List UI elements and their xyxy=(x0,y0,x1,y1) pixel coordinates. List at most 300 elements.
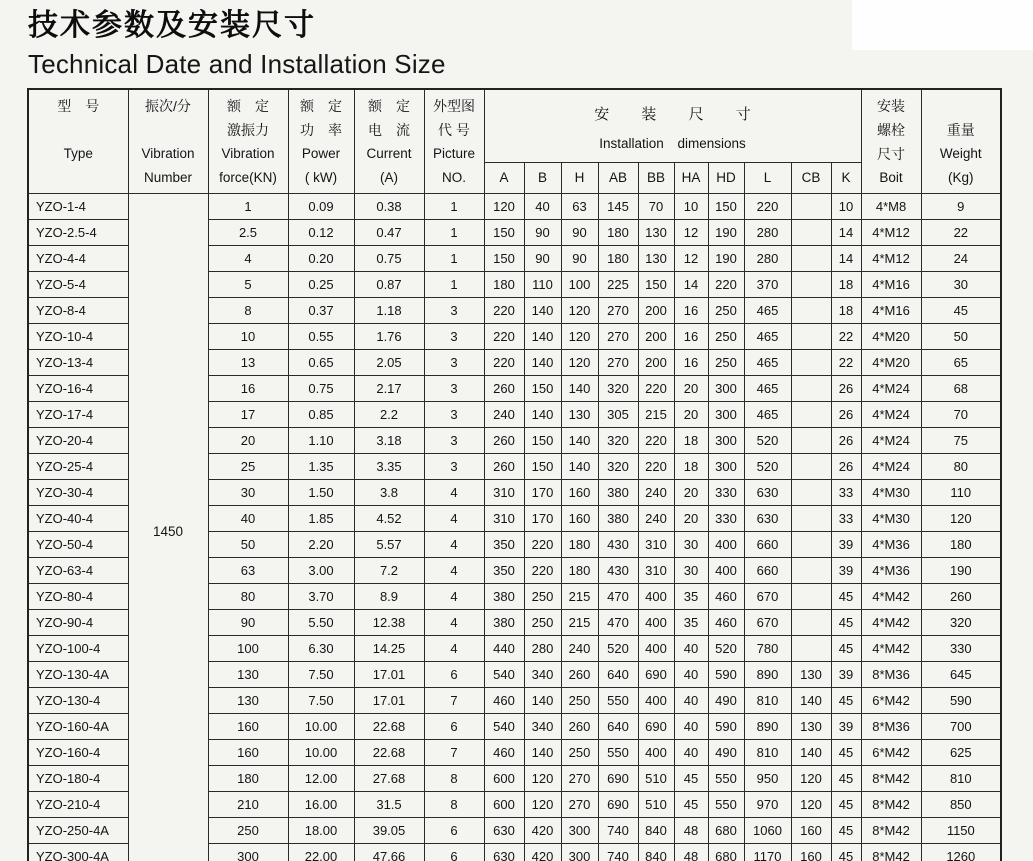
cell-weight: 1150 xyxy=(921,818,1001,844)
cell-bolt: 4*M30 xyxy=(861,506,921,532)
cell-current: 2.2 xyxy=(354,402,424,428)
cell-dim-b: 250 xyxy=(524,610,561,636)
cell-power: 0.85 xyxy=(288,402,354,428)
cell-type: YZO-8-4 xyxy=(28,298,128,324)
cell-dim-cb: 130 xyxy=(791,662,831,688)
cell-type: YZO-5-4 xyxy=(28,272,128,298)
cell-dim-hd: 330 xyxy=(708,506,744,532)
cell-picture-no: 3 xyxy=(424,428,484,454)
cell-dim-l: 890 xyxy=(744,662,791,688)
cell-dim-ha: 18 xyxy=(674,428,708,454)
cell-dim-b: 420 xyxy=(524,818,561,844)
cell-dim-l: 465 xyxy=(744,298,791,324)
cell-dim-k: 18 xyxy=(831,298,861,324)
cell-dim-b: 140 xyxy=(524,324,561,350)
cell-bolt: 4*M12 xyxy=(861,246,921,272)
cell-current: 27.68 xyxy=(354,766,424,792)
cell-dim-ha: 12 xyxy=(674,220,708,246)
cell-dim-a: 150 xyxy=(484,246,524,272)
cell-dim-ab: 270 xyxy=(598,350,638,376)
cell-bolt: 4*M24 xyxy=(861,376,921,402)
cell-dim-b: 150 xyxy=(524,428,561,454)
cell-dim-l: 370 xyxy=(744,272,791,298)
cell-dim-ab: 380 xyxy=(598,480,638,506)
cell-dim-bb: 150 xyxy=(638,272,674,298)
cell-dim-bb: 400 xyxy=(638,584,674,610)
cell-type: YZO-80-4 xyxy=(28,584,128,610)
technical-spec-table xyxy=(27,88,1002,861)
cell-dim-l: 670 xyxy=(744,610,791,636)
cell-dim-k: 39 xyxy=(831,558,861,584)
cell-picture-no: 4 xyxy=(424,532,484,558)
cell-weight: 110 xyxy=(921,480,1001,506)
cell-dim-hd: 220 xyxy=(708,272,744,298)
cell-dim-h: 270 xyxy=(561,792,598,818)
cell-dim-bb: 510 xyxy=(638,766,674,792)
cell-dim-l: 810 xyxy=(744,688,791,714)
cell-dim-ha: 40 xyxy=(674,662,708,688)
cell-type: YZO-130-4 xyxy=(28,688,128,714)
cell-bolt: 8*M36 xyxy=(861,714,921,740)
cell-dim-l: 280 xyxy=(744,220,791,246)
cell-dim-k: 39 xyxy=(831,662,861,688)
cell-type: YZO-160-4 xyxy=(28,740,128,766)
cell-bolt: 4*M30 xyxy=(861,480,921,506)
cell-dim-ha: 35 xyxy=(674,584,708,610)
cell-picture-no: 1 xyxy=(424,272,484,298)
cell-dim-b: 170 xyxy=(524,506,561,532)
header-vibration-force: 额 定 激振力 Vibration force(KN) xyxy=(208,89,288,194)
cell-dim-b: 280 xyxy=(524,636,561,662)
cell-dim-k: 22 xyxy=(831,350,861,376)
cell-force: 20 xyxy=(208,428,288,454)
cell-dim-ha: 18 xyxy=(674,454,708,480)
cell-dim-ha: 14 xyxy=(674,272,708,298)
cell-type: YZO-25-4 xyxy=(28,454,128,480)
cell-dim-hd: 490 xyxy=(708,688,744,714)
page-title-en: Technical Date and Installation Size xyxy=(28,49,446,79)
cell-dim-a: 630 xyxy=(484,844,524,861)
cell-bolt: 4*M16 xyxy=(861,298,921,324)
cell-dim-b: 90 xyxy=(524,220,561,246)
cell-bolt: 4*M8 xyxy=(861,194,921,220)
cell-dim-k: 26 xyxy=(831,402,861,428)
cell-picture-no: 3 xyxy=(424,376,484,402)
cell-dim-h: 250 xyxy=(561,688,598,714)
cell-weight: 810 xyxy=(921,766,1001,792)
cell-type: YZO-63-4 xyxy=(28,558,128,584)
cell-power: 0.12 xyxy=(288,220,354,246)
cell-dim-ab: 320 xyxy=(598,454,638,480)
cell-dim-k: 39 xyxy=(831,714,861,740)
cell-dim-h: 240 xyxy=(561,636,598,662)
cell-weight: 70 xyxy=(921,402,1001,428)
cell-dim-ha: 35 xyxy=(674,610,708,636)
cell-dim-l: 465 xyxy=(744,376,791,402)
cell-dim-ha: 12 xyxy=(674,246,708,272)
cell-current: 22.68 xyxy=(354,740,424,766)
cell-dim-a: 600 xyxy=(484,792,524,818)
cell-dim-ab: 520 xyxy=(598,636,638,662)
cell-dim-bb: 510 xyxy=(638,792,674,818)
cell-dim-b: 250 xyxy=(524,584,561,610)
cell-dim-cb xyxy=(791,350,831,376)
cell-power: 1.35 xyxy=(288,454,354,480)
cell-dim-bb: 70 xyxy=(638,194,674,220)
cell-dim-bb: 400 xyxy=(638,688,674,714)
cell-dim-b: 340 xyxy=(524,662,561,688)
cell-picture-no: 1 xyxy=(424,194,484,220)
cell-dim-a: 350 xyxy=(484,532,524,558)
cell-dim-k: 45 xyxy=(831,792,861,818)
cell-dim-h: 120 xyxy=(561,350,598,376)
cell-weight: 30 xyxy=(921,272,1001,298)
cell-weight: 1260 xyxy=(921,844,1001,861)
cell-bolt: 8*M42 xyxy=(861,844,921,861)
cell-dim-bb: 220 xyxy=(638,376,674,402)
cell-dim-hd: 300 xyxy=(708,376,744,402)
cell-dim-hd: 680 xyxy=(708,844,744,861)
cell-bolt: 4*M24 xyxy=(861,402,921,428)
cell-power: 0.09 xyxy=(288,194,354,220)
cell-dim-a: 180 xyxy=(484,272,524,298)
cell-dim-ab: 430 xyxy=(598,558,638,584)
cell-dim-ha: 16 xyxy=(674,298,708,324)
header-picture-no: 外型图 代 号 Picture NO. xyxy=(424,89,484,194)
cell-dim-cb xyxy=(791,376,831,402)
cell-weight: 260 xyxy=(921,584,1001,610)
cell-dim-ha: 20 xyxy=(674,402,708,428)
cell-dim-k: 33 xyxy=(831,480,861,506)
cell-dim-ha: 45 xyxy=(674,766,708,792)
cell-bolt: 6*M42 xyxy=(861,688,921,714)
cell-dim-cb xyxy=(791,532,831,558)
cell-dim-hd: 460 xyxy=(708,584,744,610)
cell-dim-hd: 590 xyxy=(708,662,744,688)
cell-current: 5.57 xyxy=(354,532,424,558)
cell-dim-ha: 20 xyxy=(674,376,708,402)
cell-dim-k: 39 xyxy=(831,532,861,558)
cell-weight: 45 xyxy=(921,298,1001,324)
cell-current: 0.87 xyxy=(354,272,424,298)
cell-dim-hd: 330 xyxy=(708,480,744,506)
header-dim-cb: CB xyxy=(791,163,831,194)
cell-dim-bb: 840 xyxy=(638,844,674,861)
cell-power: 1.50 xyxy=(288,480,354,506)
cell-vibration-number: 1450 xyxy=(128,194,208,861)
cell-current: 3.8 xyxy=(354,480,424,506)
cell-type: YZO-180-4 xyxy=(28,766,128,792)
cell-dim-ab: 270 xyxy=(598,298,638,324)
cell-dim-ab: 320 xyxy=(598,376,638,402)
cell-picture-no: 8 xyxy=(424,766,484,792)
cell-dim-ab: 145 xyxy=(598,194,638,220)
cell-dim-cb xyxy=(791,480,831,506)
cell-dim-hd: 250 xyxy=(708,298,744,324)
cell-current: 14.25 xyxy=(354,636,424,662)
cell-power: 10.00 xyxy=(288,714,354,740)
cell-dim-b: 120 xyxy=(524,792,561,818)
cell-dim-bb: 690 xyxy=(638,714,674,740)
header-type-zh: 型 号 xyxy=(57,97,100,114)
cell-bolt: 8*M36 xyxy=(861,662,921,688)
cell-weight: 850 xyxy=(921,792,1001,818)
cell-picture-no: 7 xyxy=(424,688,484,714)
cell-force: 10 xyxy=(208,324,288,350)
cell-dim-hd: 150 xyxy=(708,194,744,220)
cell-dim-h: 160 xyxy=(561,506,598,532)
cell-bolt: 8*M42 xyxy=(861,818,921,844)
cell-current: 2.17 xyxy=(354,376,424,402)
cell-dim-bb: 220 xyxy=(638,428,674,454)
cell-dim-cb xyxy=(791,558,831,584)
cell-dim-h: 300 xyxy=(561,818,598,844)
cell-current: 7.2 xyxy=(354,558,424,584)
cell-dim-a: 220 xyxy=(484,350,524,376)
cell-force: 210 xyxy=(208,792,288,818)
cell-dim-cb xyxy=(791,194,831,220)
cell-dim-hd: 400 xyxy=(708,532,744,558)
cell-dim-hd: 400 xyxy=(708,558,744,584)
cell-dim-k: 45 xyxy=(831,844,861,861)
cell-dim-bb: 240 xyxy=(638,506,674,532)
cell-dim-bb: 310 xyxy=(638,558,674,584)
cell-weight: 645 xyxy=(921,662,1001,688)
cell-force: 2.5 xyxy=(208,220,288,246)
cell-dim-l: 630 xyxy=(744,480,791,506)
cell-dim-ab: 305 xyxy=(598,402,638,428)
cell-current: 0.75 xyxy=(354,246,424,272)
cell-dim-a: 150 xyxy=(484,220,524,246)
cell-power: 0.20 xyxy=(288,246,354,272)
cell-type: YZO-30-4 xyxy=(28,480,128,506)
cell-dim-ab: 550 xyxy=(598,688,638,714)
cell-power: 3.70 xyxy=(288,584,354,610)
cell-dim-h: 130 xyxy=(561,402,598,428)
cell-dim-b: 110 xyxy=(524,272,561,298)
cell-dim-a: 540 xyxy=(484,662,524,688)
cell-current: 4.52 xyxy=(354,506,424,532)
cell-weight: 190 xyxy=(921,558,1001,584)
cell-dim-b: 150 xyxy=(524,454,561,480)
cell-dim-k: 18 xyxy=(831,272,861,298)
cell-power: 0.25 xyxy=(288,272,354,298)
cell-dim-b: 150 xyxy=(524,376,561,402)
cell-dim-ab: 180 xyxy=(598,246,638,272)
cell-bolt: 4*M20 xyxy=(861,324,921,350)
cell-dim-a: 600 xyxy=(484,766,524,792)
cell-dim-k: 10 xyxy=(831,194,861,220)
cell-dim-cb: 120 xyxy=(791,792,831,818)
cell-dim-h: 215 xyxy=(561,610,598,636)
cell-dim-bb: 840 xyxy=(638,818,674,844)
cell-weight: 9 xyxy=(921,194,1001,220)
cell-force: 300 xyxy=(208,844,288,861)
header-bolt: 安装 螺栓 尺寸 Boit xyxy=(861,89,921,194)
cell-dim-cb xyxy=(791,324,831,350)
cell-dim-k: 26 xyxy=(831,428,861,454)
cell-power: 12.00 xyxy=(288,766,354,792)
cell-bolt: 4*M42 xyxy=(861,636,921,662)
cell-current: 2.05 xyxy=(354,350,424,376)
cell-dim-a: 350 xyxy=(484,558,524,584)
cell-current: 0.47 xyxy=(354,220,424,246)
cell-dim-h: 160 xyxy=(561,480,598,506)
cell-dim-ab: 690 xyxy=(598,766,638,792)
cell-dim-ab: 640 xyxy=(598,714,638,740)
cell-dim-cb xyxy=(791,636,831,662)
cell-dim-ha: 20 xyxy=(674,480,708,506)
cell-dim-hd: 680 xyxy=(708,818,744,844)
cell-dim-ab: 430 xyxy=(598,532,638,558)
cell-current: 3.35 xyxy=(354,454,424,480)
cell-type: YZO-90-4 xyxy=(28,610,128,636)
cell-dim-h: 180 xyxy=(561,532,598,558)
cell-weight: 120 xyxy=(921,506,1001,532)
cell-dim-bb: 400 xyxy=(638,610,674,636)
cell-dim-ab: 320 xyxy=(598,428,638,454)
cell-power: 0.75 xyxy=(288,376,354,402)
cell-picture-no: 6 xyxy=(424,714,484,740)
cell-force: 5 xyxy=(208,272,288,298)
cell-dim-b: 120 xyxy=(524,766,561,792)
cell-dim-hd: 300 xyxy=(708,454,744,480)
cell-picture-no: 3 xyxy=(424,324,484,350)
cell-dim-bb: 690 xyxy=(638,662,674,688)
cell-dim-ab: 380 xyxy=(598,506,638,532)
cell-dim-ab: 270 xyxy=(598,324,638,350)
cell-dim-h: 215 xyxy=(561,584,598,610)
cell-dim-h: 180 xyxy=(561,558,598,584)
cell-dim-k: 14 xyxy=(831,220,861,246)
cell-type: YZO-40-4 xyxy=(28,506,128,532)
cell-current: 22.68 xyxy=(354,714,424,740)
cell-dim-h: 100 xyxy=(561,272,598,298)
cell-weight: 180 xyxy=(921,532,1001,558)
cell-dim-cb: 160 xyxy=(791,844,831,861)
cell-dim-hd: 250 xyxy=(708,350,744,376)
header-dim-h: H xyxy=(561,163,598,194)
cell-dim-cb: 160 xyxy=(791,818,831,844)
cell-dim-hd: 190 xyxy=(708,220,744,246)
header-dim-l: L xyxy=(744,163,791,194)
cell-dim-h: 140 xyxy=(561,376,598,402)
cell-force: 1 xyxy=(208,194,288,220)
cell-picture-no: 6 xyxy=(424,662,484,688)
cell-dim-l: 670 xyxy=(744,584,791,610)
cell-dim-b: 40 xyxy=(524,194,561,220)
cell-type: YZO-250-4A xyxy=(28,818,128,844)
cell-force: 50 xyxy=(208,532,288,558)
header-installation-dimensions: 安 装 尺 寸 Installation dimensions xyxy=(484,89,861,163)
scan-white-area xyxy=(852,0,1033,50)
cell-force: 90 xyxy=(208,610,288,636)
cell-power: 1.10 xyxy=(288,428,354,454)
cell-picture-no: 4 xyxy=(424,610,484,636)
cell-dim-l: 810 xyxy=(744,740,791,766)
cell-picture-no: 1 xyxy=(424,220,484,246)
cell-dim-ha: 40 xyxy=(674,740,708,766)
cell-dim-b: 420 xyxy=(524,844,561,861)
cell-dim-k: 14 xyxy=(831,246,861,272)
cell-dim-ha: 45 xyxy=(674,792,708,818)
header-dim-ab: AB xyxy=(598,163,638,194)
cell-weight: 700 xyxy=(921,714,1001,740)
cell-dim-ha: 40 xyxy=(674,636,708,662)
cell-type: YZO-1-4 xyxy=(28,194,128,220)
cell-power: 16.00 xyxy=(288,792,354,818)
cell-dim-cb xyxy=(791,610,831,636)
cell-force: 130 xyxy=(208,688,288,714)
cell-current: 47.66 xyxy=(354,844,424,861)
cell-bolt: 4*M24 xyxy=(861,428,921,454)
cell-dim-l: 630 xyxy=(744,506,791,532)
cell-type: YZO-4-4 xyxy=(28,246,128,272)
cell-weight: 330 xyxy=(921,636,1001,662)
cell-dim-b: 140 xyxy=(524,740,561,766)
cell-power: 18.00 xyxy=(288,818,354,844)
cell-dim-hd: 520 xyxy=(708,636,744,662)
cell-weight: 80 xyxy=(921,454,1001,480)
cell-dim-cb: 120 xyxy=(791,766,831,792)
cell-dim-b: 140 xyxy=(524,688,561,714)
cell-dim-ha: 48 xyxy=(674,818,708,844)
cell-dim-bb: 200 xyxy=(638,324,674,350)
cell-dim-l: 970 xyxy=(744,792,791,818)
cell-dim-h: 120 xyxy=(561,324,598,350)
header-type-en: Type xyxy=(63,145,93,161)
cell-type: YZO-17-4 xyxy=(28,402,128,428)
cell-dim-h: 260 xyxy=(561,714,598,740)
cell-bolt: 4*M20 xyxy=(861,350,921,376)
cell-dim-b: 220 xyxy=(524,558,561,584)
cell-power: 0.65 xyxy=(288,350,354,376)
cell-dim-ab: 740 xyxy=(598,844,638,861)
cell-type: YZO-10-4 xyxy=(28,324,128,350)
cell-dim-k: 45 xyxy=(831,636,861,662)
cell-dim-bb: 215 xyxy=(638,402,674,428)
cell-dim-k: 45 xyxy=(831,766,861,792)
cell-picture-no: 3 xyxy=(424,298,484,324)
cell-dim-b: 140 xyxy=(524,350,561,376)
cell-current: 3.18 xyxy=(354,428,424,454)
cell-dim-bb: 240 xyxy=(638,480,674,506)
cell-bolt: 4*M12 xyxy=(861,220,921,246)
cell-type: YZO-100-4 xyxy=(28,636,128,662)
cell-dim-a: 310 xyxy=(484,480,524,506)
cell-force: 16 xyxy=(208,376,288,402)
cell-current: 1.18 xyxy=(354,298,424,324)
cell-dim-h: 250 xyxy=(561,740,598,766)
cell-dim-ha: 40 xyxy=(674,688,708,714)
cell-dim-h: 63 xyxy=(561,194,598,220)
cell-power: 2.20 xyxy=(288,532,354,558)
cell-dim-cb xyxy=(791,220,831,246)
cell-dim-bb: 310 xyxy=(638,532,674,558)
cell-dim-bb: 200 xyxy=(638,298,674,324)
cell-dim-k: 26 xyxy=(831,454,861,480)
cell-current: 0.38 xyxy=(354,194,424,220)
cell-dim-a: 260 xyxy=(484,376,524,402)
cell-weight: 24 xyxy=(921,246,1001,272)
cell-dim-a: 440 xyxy=(484,636,524,662)
cell-type: YZO-2.5-4 xyxy=(28,220,128,246)
cell-picture-no: 6 xyxy=(424,818,484,844)
cell-power: 5.50 xyxy=(288,610,354,636)
cell-current: 31.5 xyxy=(354,792,424,818)
cell-dim-k: 45 xyxy=(831,818,861,844)
header-dim-k: K xyxy=(831,163,861,194)
